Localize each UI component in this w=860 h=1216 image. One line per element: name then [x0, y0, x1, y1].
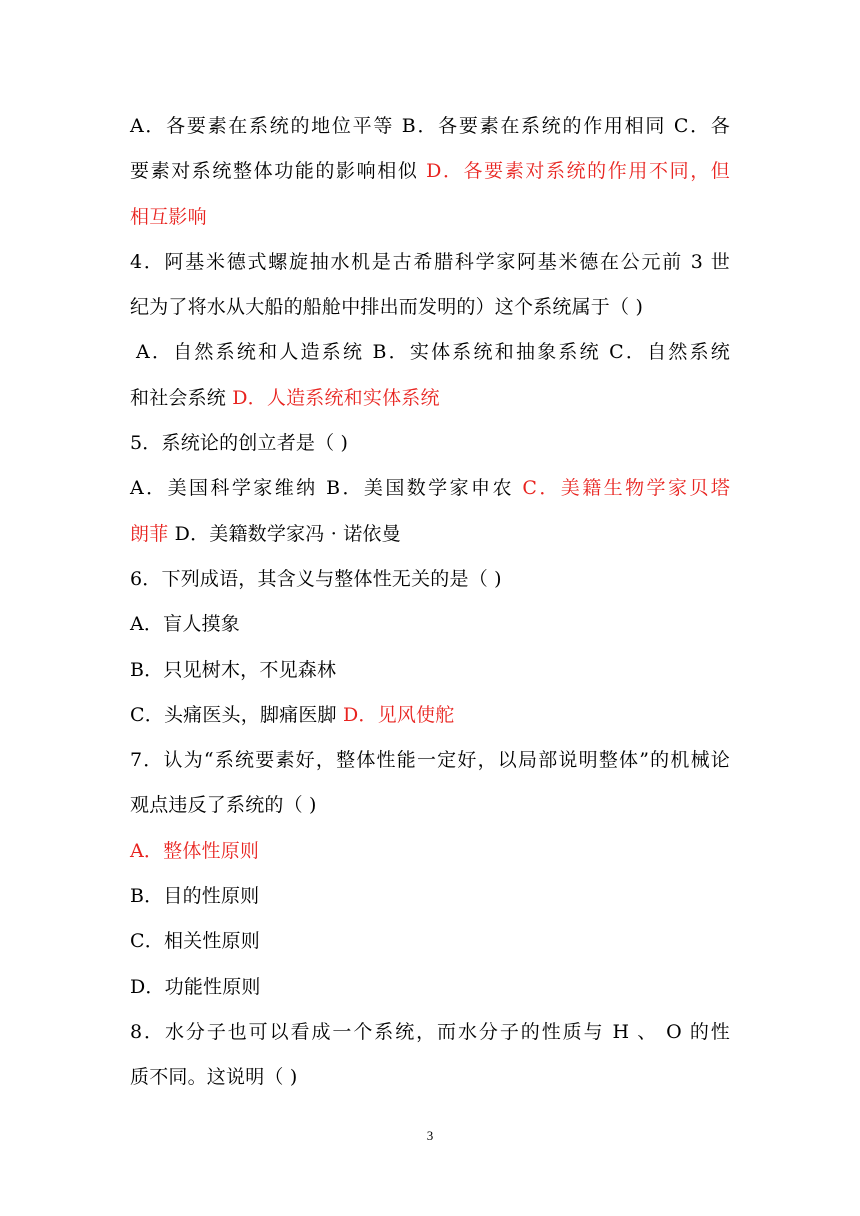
- question-text: 6．下列成语，其含义与整体性无关的是（ ): [130, 567, 502, 590]
- question-text: D．美籍数学家冯 · 诺依曼: [168, 522, 401, 545]
- text-line: [130, 240, 730, 285]
- text-line: [130, 285, 730, 330]
- question-text: A．美国科学家维纳 B．美国数学家申农: [130, 477, 523, 500]
- question-text: 和社会系统: [130, 386, 233, 409]
- text-line: [130, 648, 730, 693]
- question-text: 质不同。这说明（ ): [130, 1066, 298, 1089]
- answer-text: 朗菲: [130, 522, 169, 545]
- text-line: [130, 829, 730, 874]
- text-line: [130, 512, 730, 557]
- text-line: [130, 376, 730, 421]
- page-number: 3: [426, 1128, 434, 1143]
- document-body: [130, 104, 730, 1101]
- text-line: [130, 602, 730, 647]
- question-text: 纪为了将水从大船的船舱中排出而发明的）这个系统属于（ ): [130, 296, 644, 319]
- question-text: A．盲人摸象: [130, 613, 240, 636]
- text-line: [130, 874, 730, 919]
- answer-text: A．整体性原则: [130, 839, 260, 862]
- question-text: 8．水分子也可以看成一个系统，而水分子的性质与 H 、 O 的性: [130, 1020, 730, 1043]
- answer-text: D．见风使舵: [342, 703, 455, 726]
- text-line: [130, 466, 730, 511]
- text-line: [130, 330, 730, 375]
- question-text: 4．阿基米德式螺旋抽水机是古希腊科学家阿基米德在公元前 3 世: [130, 250, 730, 273]
- text-line: [130, 919, 730, 964]
- question-text: 观点违反了系统的（ ): [130, 794, 317, 817]
- text-line: [130, 557, 730, 602]
- text-line: [130, 738, 730, 783]
- question-text: D．功能性原则: [130, 975, 261, 998]
- text-line: [130, 1055, 730, 1100]
- question-text: 7．认为“系统要素好，整体性能一定好，以局部说明整体”的机械论: [130, 749, 730, 772]
- question-text: B．目的性原则: [130, 885, 260, 908]
- question-text: C．相关性原则: [130, 930, 260, 953]
- text-line: [130, 783, 730, 828]
- question-text: B．只见树木，不见森林: [130, 658, 337, 681]
- answer-text: D．人造系统和实体系统: [232, 386, 440, 409]
- answer-text: D．各要素对系统的作用不同，但: [426, 160, 731, 183]
- text-line: [130, 149, 730, 194]
- question-text: 要素对系统整体功能的影响相似: [130, 160, 427, 183]
- text-line: [130, 195, 730, 240]
- question-text: A．各要素在系统的地位平等 B．各要素在系统的作用相同 C．各: [130, 115, 730, 137]
- answer-text: C．美籍生物学家贝塔: [522, 477, 731, 500]
- text-line: [130, 693, 730, 738]
- question-text: 5．系统论的创立者是（ ): [130, 432, 349, 455]
- text-line: [130, 421, 730, 466]
- question-text: C．头痛医头，脚痛医脚: [130, 703, 343, 726]
- question-text: A．自然系统和人造系统 B．实体系统和抽象系统 C．自然系统: [136, 341, 730, 364]
- answer-text: 相互影响: [130, 205, 207, 228]
- text-line: [130, 965, 730, 1010]
- text-line: [130, 1010, 730, 1055]
- text-line: [130, 104, 730, 149]
